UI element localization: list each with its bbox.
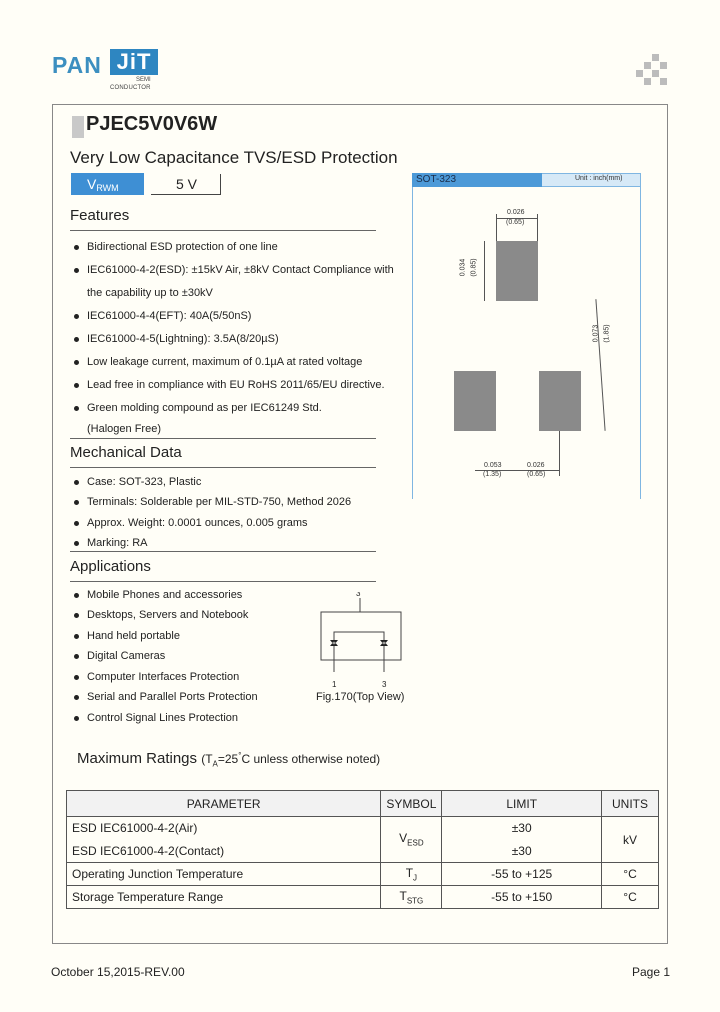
dim-top-width-mm: (0.65)	[506, 219, 525, 226]
dim-top-height: 0.034	[459, 258, 467, 277]
features-rule	[70, 230, 376, 231]
vrwm-symbol: V	[87, 176, 97, 192]
row-parameter: ESD IEC61000-4-2(Contact)	[67, 840, 381, 863]
dim-bottom-width: 0.026	[527, 462, 545, 469]
pin-right-label: 3	[382, 680, 387, 689]
header-parameter: PARAMETER	[67, 791, 381, 817]
dim-ext-line	[537, 214, 538, 241]
dim-bottom-gap-mm: (1.35)	[483, 471, 502, 478]
footprint-pad-right	[539, 371, 581, 431]
table-row	[67, 817, 659, 840]
logo-pan-text: PAN	[52, 52, 102, 78]
applications-top-rule	[70, 551, 376, 552]
schematic-diagram	[320, 592, 420, 692]
dim-top-width: 0.026	[507, 209, 525, 216]
dim-total-height: 0.073	[592, 324, 600, 343]
esd-symbol: $V_{ESD}$	[381, 817, 442, 863]
footprint-pad-top	[496, 241, 538, 301]
dim-line-top-height	[484, 241, 485, 301]
table-header-row	[67, 791, 659, 817]
row-parameter: Storage Temperature Range	[67, 886, 381, 909]
dim-ext-line	[559, 431, 560, 476]
features-heading: Features	[70, 207, 130, 224]
mechanical-rule	[70, 467, 376, 468]
footer-page-number: Page 1	[632, 965, 671, 979]
package-name: SOT-323	[412, 173, 542, 187]
pin-top-label: 3	[356, 592, 361, 598]
vrwm-label-box	[71, 173, 144, 195]
footprint-pad-left	[454, 371, 496, 431]
schematic-caption: Fig.170(Top View)	[316, 691, 405, 703]
table-row	[67, 840, 659, 863]
ratings-heading: Maximum Ratings ($T_A=25^\circ C$ unless otherwise noted)	[77, 750, 381, 769]
page-subtitle: Very Low Capacitance TVS/ESD Protection	[70, 148, 398, 167]
title-accent-bar	[72, 116, 84, 138]
dim-top-height-mm: (0.85)	[470, 258, 478, 277]
table-row	[67, 863, 659, 886]
header-limit: LIMIT	[442, 791, 602, 817]
dim-bottom-gap: 0.053	[484, 462, 502, 469]
footer-date: October 15,2015-REV.00	[51, 965, 185, 979]
vrwm-value-box: 5 V	[151, 174, 221, 195]
dim-bottom-width-mm: (0.65)	[527, 471, 546, 478]
header-symbol: SYMBOL	[381, 791, 442, 817]
decorative-checker-icon	[636, 54, 668, 86]
mechanical-top-rule	[70, 438, 376, 439]
header-units: UNITS	[602, 791, 659, 817]
table-row	[67, 886, 659, 909]
dim-total-height-mm: (1.85)	[603, 324, 611, 343]
applications-heading: Applications	[70, 558, 151, 575]
esd-unit: kV	[602, 817, 659, 863]
row-limit: -55 to +150	[442, 886, 602, 909]
row-parameter: Operating Junction Temperature	[67, 863, 381, 886]
row-parameter: ESD IEC61000-4-2(Air)	[67, 817, 381, 840]
row-limit: ±30	[442, 817, 602, 840]
vrwm-subscript: RWM	[96, 183, 119, 193]
row-limit: ±30	[442, 840, 602, 863]
row-symbol: $T_{STG}$	[381, 886, 442, 909]
dim-ext-line	[496, 214, 497, 241]
logo-jit-badge: JiT	[110, 49, 158, 75]
row-limit: -55 to +125	[442, 863, 602, 886]
pin-left-label: 1	[332, 680, 337, 689]
row-unit: °C	[602, 886, 659, 909]
applications-rule	[70, 581, 376, 582]
part-number-title: PJEC5V0V6W	[86, 113, 218, 135]
package-unit: Unit : inch(mm)	[575, 175, 623, 182]
row-symbol: $T_J$	[381, 863, 442, 886]
mechanical-heading: Mechanical Data	[70, 444, 182, 461]
row-unit: °C	[602, 863, 659, 886]
logo-conductor-text: CONDUCTOR	[110, 85, 151, 91]
max-ratings-table	[66, 790, 659, 909]
logo-semi-text: SEMI	[136, 77, 151, 83]
